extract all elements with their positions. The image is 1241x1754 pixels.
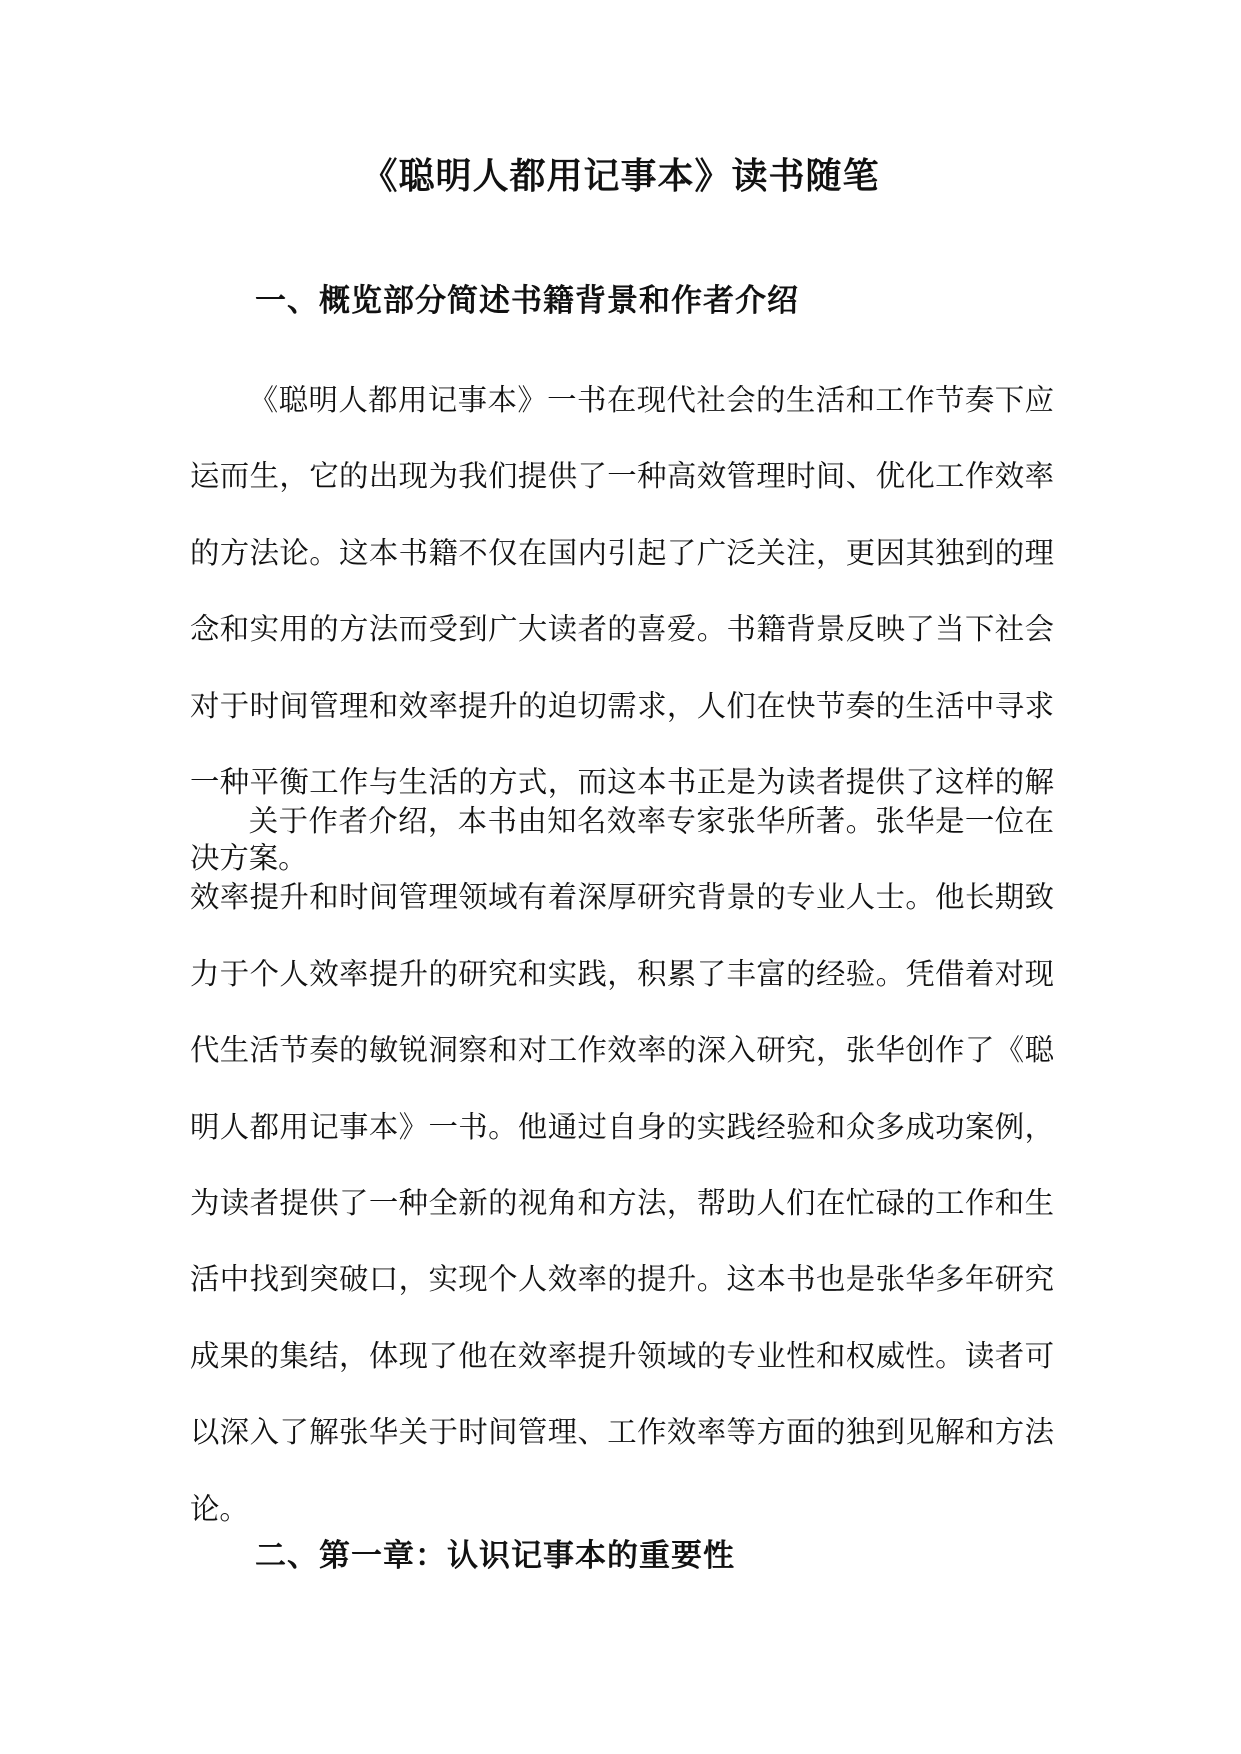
paragraph-book-background: 《聪明人都用记事本》一书在现代社会的生活和工作节奏下应运而生，它的出现为我们提供了一种高效管理时间、优化工作效率的方法论。这本书籍不仅在国内引起了广泛关注，更因其独到的理念和实用的方法而受到广大读者的喜爱。书籍背景反映了当下社会对于时间管理和效率提升的迫切需求，人们在快节奏的生活中寻求一种平衡工作与生活的方式，而这本书正是为读者提供了这样的解决方案。 <box>190 383 1054 876</box>
section-heading-overview: 一、概览部分简述书籍背景和作者介绍 <box>255 283 799 319</box>
document-title: 《聪明人都用记事本》读书随笔 <box>361 156 880 197</box>
section-heading-chapter-one: 二、第一章：认识记事本的重要性 <box>255 1538 735 1574</box>
paragraph-author-intro: 关于作者介绍，本书由知名效率专家张华所著。张华是一位在效率提升和时间管理领域有着深厚研究背景的专业人士。他长期致力于个人效率提升的研究和实践，积累了丰富的经验。凭借着对现代生活节奏的敏锐洞察和对工作效率的深入研究，张华创作了《聪明人都用记事本》一书。他通过自身的实践经验和众多成功案例，为读者提供了一种全新的视角和方法，帮助人们在忙碌的工作和生活中找到突破口，实现个人效率的提升。这本书也是张华多年研究成果的集结，体现了他在效率提升领域的专业性和权威性。读者可以深入了解张华关于时间管理、工作效率等方面的独到见解和方法论。 <box>190 804 1054 1526</box>
